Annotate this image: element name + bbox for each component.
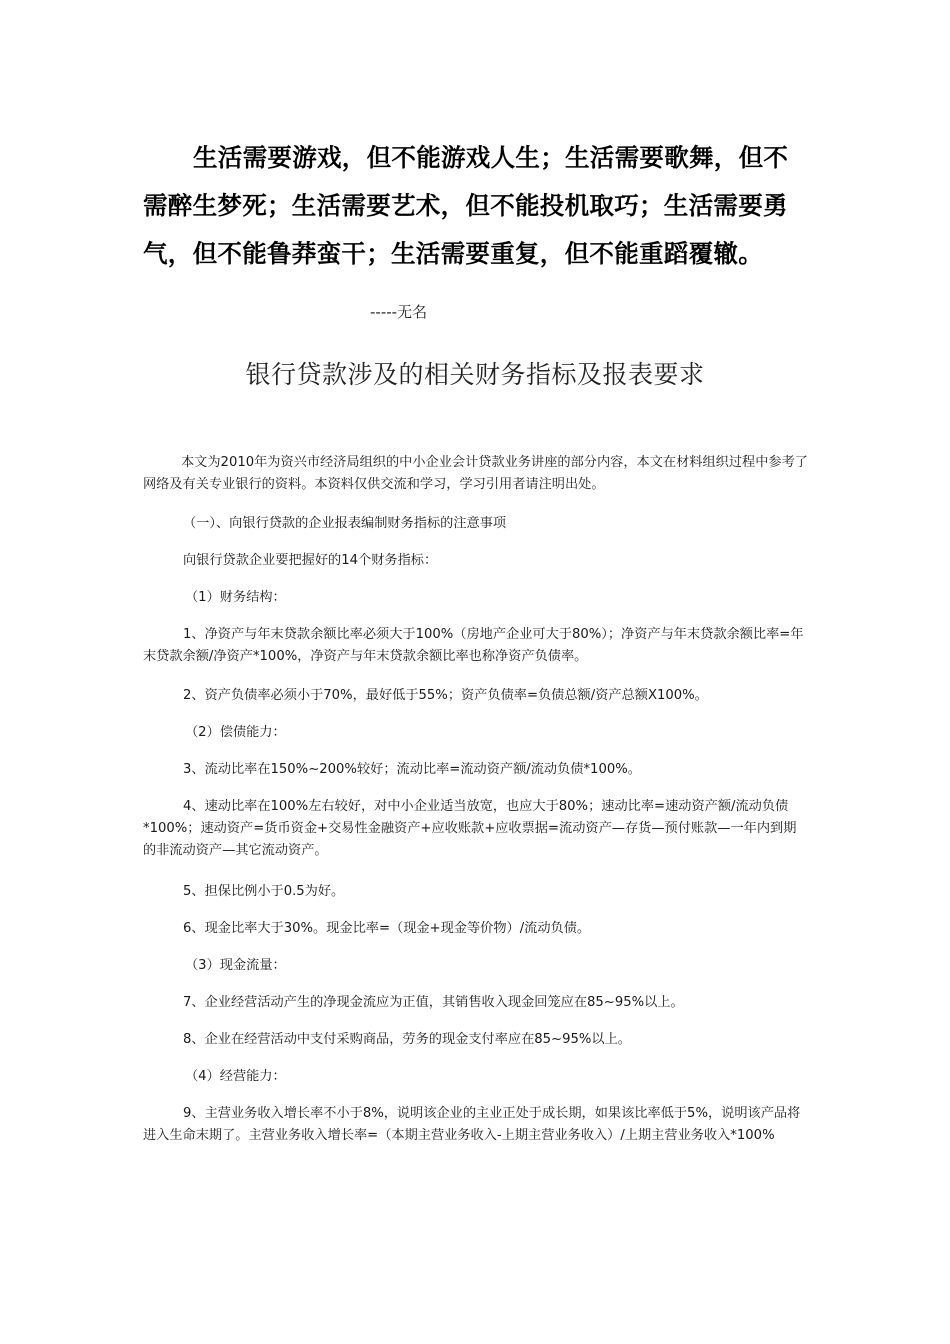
quote-author: -----无名 — [370, 303, 428, 321]
list-item: 7、企业经营活动产生的净现金流应为正值，其销售收入现金回笼应在85~95%以上。 — [183, 995, 684, 1010]
list-item: 9、主营业务收入增长率不小于8%，说明该企业的主业正处于成长期，如果该比率低于5%，说明该产品将进入生命末期了。主营业务收入增长率=（本期主营业务收入-上期主营业务收入）/上期主营业务收入*100% — [143, 1106, 801, 1143]
subsection-heading: （4）经营能力： — [185, 1069, 286, 1084]
list-item: 4、速动比率在100%左右较好，对中小企业适当放宽，也应大于80%；速动比率=速动资产额/流动负债*100%；速动资产=货币资金+交易性金融资产+应收账款+应收票据=流动资产—存货—预付账款—一年内到期的非流动资产—其它流动资产。 — [143, 799, 797, 858]
list-item: 6、现金比率大于30%。现金比率=（现金+现金等价物）/流动负债。 — [183, 921, 591, 936]
list-item: 3、流动比率在150%~200%较好；流动比率=流动资产额/流动负债*100%。 — [183, 762, 641, 777]
list-item: 8、企业在经营活动中支付采购商品，劳务的现金支付率应在85~95%以上。 — [183, 1032, 631, 1047]
section-heading: （一）、向银行贷款的企业报表编制财务指标的注意事项 — [183, 516, 507, 531]
intro-paragraph: 本文为2010年为资兴市经济局组织的中小企业会计贷款业务讲座的部分内容，本文在材料组织过程中参考了网络及有关专业银行的资料。本资料仅供交流和学习，学习引用者请注明出处。 — [143, 455, 808, 492]
document-title: 银行贷款涉及的相关财务指标及报表要求 — [245, 360, 705, 389]
indicator-intro: 向银行贷款企业要把握好的14个财务指标： — [183, 553, 438, 568]
subsection-heading: （2）偿债能力： — [185, 725, 286, 740]
quote-text: 生活需要游戏，但不能游戏人生；生活需要歌舞，但不需醉生梦死；生活需要艺术，但不能投机取巧；生活需要勇气，但不能鲁莽蛮干；生活需要重复，但不能重蹈覆辙。 — [143, 143, 789, 268]
list-item: 1、净资产与年末贷款余额比率必须大于100%（房地产企业可大于80%）；净资产与年末贷款余额比率=年末贷款余额/净资产*100%，净资产与年末贷款余额比率也称净资产负债率。 — [143, 627, 804, 664]
list-item: 5、担保比例小于0.5为好。 — [183, 884, 345, 899]
subsection-heading: （3）现金流量： — [185, 958, 286, 973]
subsection-heading: （1）财务结构： — [185, 590, 286, 605]
list-item: 2、资产负债率必须小于70%，最好低于55%；资产负债率=负债总额/资产总额X100%。 — [183, 688, 708, 703]
